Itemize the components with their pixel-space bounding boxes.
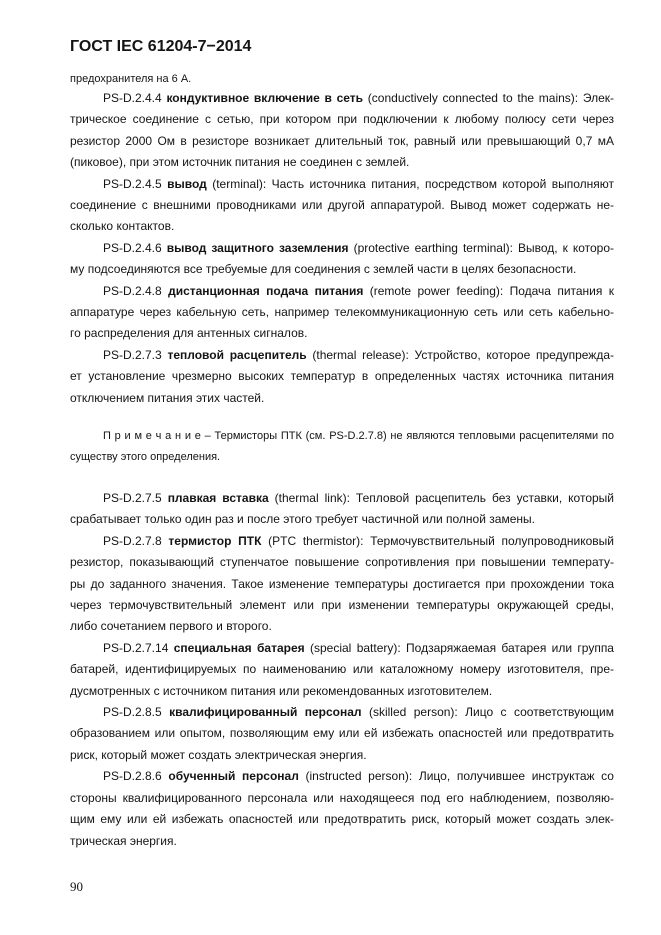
text-line [70,531,614,552]
text-line: риск, который может создать электрическая энергия. [70,747,367,762]
definition-text: (thermal release): Устройство, которое предупрежда- [312,347,614,362]
text-line: му подсоединяются все требуемые для соединения с землей части в целях безопасности. [70,262,577,277]
definition-text: (terminal): Часть источника питания, посредством которой выполняют [212,176,614,191]
text-line [70,281,614,302]
definition-ps-d-2-4-6 [70,238,614,281]
text-line: дусмотренных с источником питания или рекомендованных изготовителем. [70,683,493,698]
note-text: – Термисторы ПТК (см. PS-D.2.7.8) не являются тепловыми расцепителями по [204,430,614,442]
text-line: стороны квалифицированного персонала или находящееся под его наблюдением, позволяю- [70,790,614,805]
text-line [70,488,614,509]
definition-text: (instructed person): Лицо, получившее инструктаж со [305,769,614,784]
clause-number: PS-D.2.8.6 [103,769,162,784]
definition-text: (thermal link): Тепловой расцепитель без уставки, который [274,491,614,505]
text-line: батарей, идентифицируемых по наименованию или каталожному номеру изготовителя, пре- [70,662,614,677]
text-line: трическое соединение с сетью, при котором при подключении к любому полюсу сети через [70,112,614,127]
definition-text: (special battery): Подзаряжаемая батарея или группа [310,640,614,655]
note-block [70,426,614,468]
text-line: аппаратуре через кабельную сеть, например телекоммуникационную сеть или сеть кабельно- [70,305,614,320]
definition-ps-d-2-7-14 [70,638,614,702]
definition-ps-d-2-7-3 [70,345,614,409]
defined-term: вывод защитного заземления [166,240,349,255]
text-line [70,174,614,195]
text-line [70,345,614,366]
defined-term: обученный персонал [168,769,299,784]
clause-number: PS-D.2.7.5 [103,491,162,505]
definition-ps-d-2-4-4 [70,88,614,174]
running-header: ГОСТ IEC 61204-7−2014 [70,38,252,55]
text-line [70,702,614,723]
definitions-section-1 [70,88,614,409]
defined-term: плавкая вставка [167,491,269,505]
text-line: сколько контактов. [70,219,175,234]
definition-ps-d-2-8-6 [70,766,614,852]
clause-number: PS-D.2.7.3 [103,347,162,362]
defined-term: специальная батарея [173,640,305,655]
definition-text: (protective earthing terminal): Вывод, к которо- [353,240,615,255]
clause-number: PS-D.2.4.6 [103,240,162,255]
defined-term: термистор ПТК [168,533,262,548]
page-number: 90 [70,879,83,894]
clause-number: PS-D.2.4.5 [103,176,162,191]
text-line: либо сочетанием первого и второго. [70,619,272,634]
clause-number: PS-D.2.8.5 [103,705,162,720]
definition-text: (remote power feeding): Подача питания к [369,283,614,298]
text-line: (пиковое), при этом источник питания не соединен с землей. [70,155,410,170]
clause-number: PS-D.2.7.14 [103,640,169,655]
text-line: существу этого определения. [70,451,221,463]
text-line: го распределения для антенных сигналов. [70,326,308,341]
definition-ps-d-2-7-8 [70,531,614,638]
text-line: ры до заданного значения. Такое изменение температуры достигается при прохождении тока [70,576,614,591]
text-line [70,638,614,659]
definition-ps-d-2-4-8 [70,281,614,345]
text-line: соединение с внешними проводниками или другой аппаратурой. Вывод может содержать не- [70,198,614,213]
defined-term: квалифицированный персонал [169,705,362,720]
clause-number: PS-D.2.4.4 [103,91,162,105]
clause-number: PS-D.2.7.8 [103,533,162,548]
definition-text: (PTC thermistor): Термочувствительный полупроводниковый [268,533,614,548]
definition-ps-d-2-4-5 [70,174,614,238]
text-line: резистор 2000 Ом в резисторе возникает длительный ток, равный или превышающий 0,7 мА [70,133,614,148]
defined-term: дистанционная подача питания [168,283,364,298]
definitions-section-2 [70,488,614,852]
definition-text: (skilled person): Лицо с соответствующим [368,705,614,720]
text-line [70,238,614,259]
defined-term: тепловой расцепитель [167,347,307,362]
text-line: ет установление чрезмерно высоких температур в определенных частях источника питания [70,369,614,384]
definition-ps-d-2-7-5 [70,488,614,531]
defined-term: кондуктивное включение в сеть [166,91,364,105]
text-line: резистор, показывающий ступенчатое повышение сопротивления при повышении температу- [70,555,614,570]
text-line: через термочувствительный элемент или при изменении температуры окружающей среды, [70,598,614,613]
text-line: щим ему или ей избежать опасностей или предотвратить риск, который может создать элек- [70,812,614,827]
text-line [70,766,614,787]
defined-term: вывод [167,176,207,191]
text-line: отключением питания этих частей. [70,390,265,405]
definition-text: (conductively connected to the mains): Элек- [367,91,614,105]
text-line: срабатывает только один раз и после этого требует частичной или полной замены. [70,512,535,527]
note-label: П р и м е ч а н и е [103,430,201,442]
text-line: трическая энергия. [70,833,177,848]
text-line [70,426,614,447]
clause-number: PS-D.2.4.8 [103,283,162,298]
text-line: образованием или опытом, позволяющим ему или ей избежать опасностей или предотвратить [70,726,614,741]
carryover-text: предохранителя на 6 А. [70,73,192,85]
definition-ps-d-2-8-5 [70,702,614,766]
text-line [70,88,614,109]
